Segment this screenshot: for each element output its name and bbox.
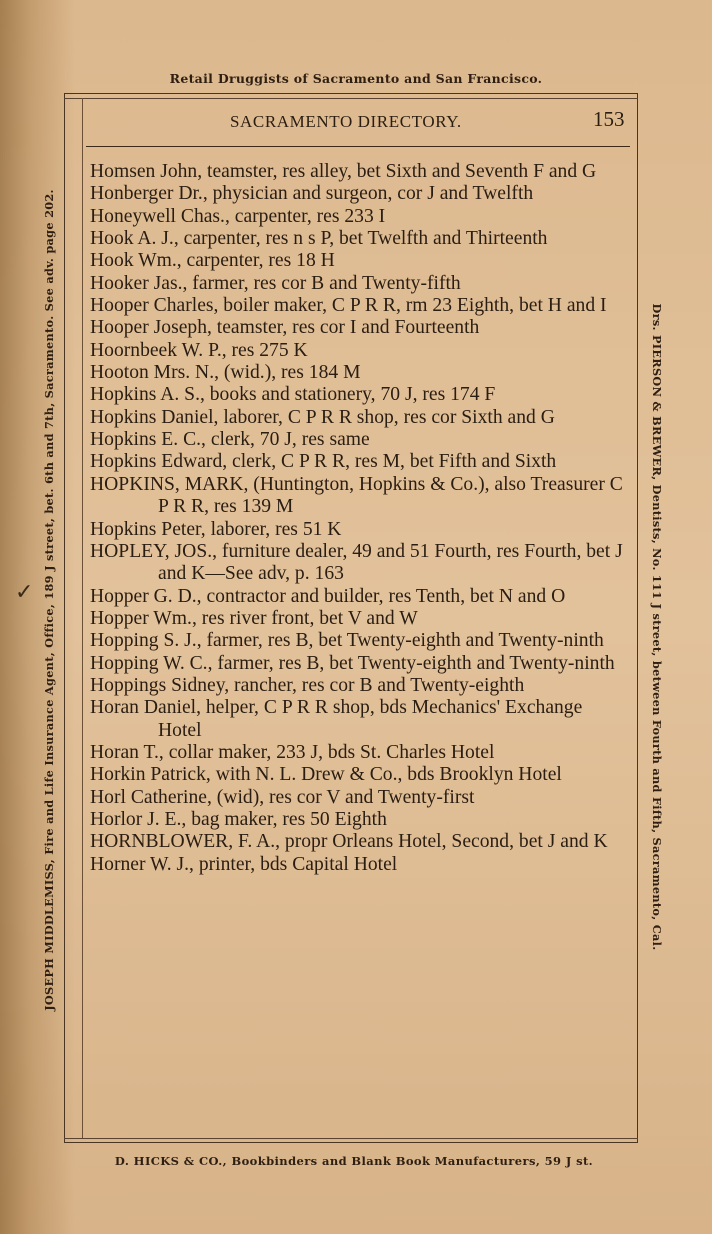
directory-entry: Hopping S. J., farmer, res B, bet Twenty-eighth and Twenty-ninth: [90, 630, 604, 652]
directory-entry: Horl Catherine, (wid), res cor V and Twenty-first: [90, 786, 475, 808]
directory-entry: Honeywell Chas., carpenter, res 233 I: [90, 205, 386, 227]
directory-entry: Hoppings Sidney, rancher, res cor B and Twenty-eighth: [90, 674, 525, 696]
directory-entries: [90, 161, 626, 876]
left-margin-advertisement: JOSEPH MIDDLEMISS, Fire and Life Insurance Agent, Office, 189 J street, bet. 6th and 7th, Sacramento. See adv. page 202.: [42, 189, 56, 1011]
directory-entry: Hopper Wm., res river front, bet V and W: [90, 607, 418, 629]
directory-entry: Hooton Mrs. N., (wid.), res 184 M: [90, 362, 361, 384]
directory-entry: Horlor J. E., bag maker, res 50 Eighth: [90, 808, 387, 830]
directory-entry: Horan T., collar maker, 233 J, bds St. Charles Hotel: [90, 741, 495, 763]
directory-entry: Hooker Jas., farmer, res cor B and Twenty-fifth: [90, 272, 461, 294]
page-number: 153: [593, 107, 625, 131]
directory-entry: Hopkins Peter, laborer, res 51 K: [90, 518, 342, 540]
directory-entry: Hopkins Daniel, laborer, C P R R shop, res cor Sixth and G: [90, 406, 555, 428]
directory-entry: Hopkins A. S., books and stationery, 70 J, res 174 F: [90, 384, 496, 406]
directory-entry: Homsen John, teamster, res alley, bet Sixth and Seventh F and G: [90, 161, 597, 182]
directory-entry: Hoornbeek W. P., res 275 K: [90, 339, 308, 361]
directory-entry: Hooper Joseph, teamster, res cor I and Fourteenth: [90, 317, 480, 339]
directory-entry: Hopkins E. C., clerk, 70 J, res same: [90, 429, 370, 451]
header-advertisement: Retail Druggists of Sacramento and San Francisco.: [169, 71, 543, 86]
frame-inner-bottom-rule: [64, 1138, 638, 1139]
directory-entry: Honberger Dr., physician and surgeon, cor J and Twelfth: [90, 183, 534, 205]
directory-entry: HOPKINS, MARK, (Huntington, Hopkins & Co.), also Treasurer C P R R, res 139 M: [90, 473, 623, 518]
directory-entry: Hopper G. D., contractor and builder, res Tenth, bet N and O: [90, 585, 566, 607]
right-margin-advertisement: Drs. PIERSON & BREWER, Dentists, No. 111 J street, between Fourth and Fifth, Sacramento, Cal.: [650, 303, 664, 951]
directory-entry: Hooper Charles, boiler maker, C P R R, rm 23 Eighth, bet H and I: [90, 295, 607, 317]
directory-entry: Hopping W. C., farmer, res B, bet Twenty-eighth and Twenty-ninth: [90, 652, 615, 674]
directory-entry: Horan Daniel, helper, C P R R shop, bds Mechanics' Exchange Hotel: [90, 697, 583, 741]
handwritten-check-mark: ✓: [15, 580, 34, 605]
directory-entry: Horkin Patrick, with N. L. Drew & Co., bds Brooklyn Hotel: [90, 764, 562, 786]
directory-entry: Hook A. J., carpenter, res n s P, bet Twelfth and Thirteenth: [90, 228, 548, 250]
directory-entry: Hopkins Edward, clerk, C P R R, res M, bet Fifth and Sixth: [90, 451, 557, 473]
directory-entry: HOPLEY, JOS., furniture dealer, 49 and 51 Fourth, res Fourth, bet J and K—See adv, p. 163: [90, 540, 623, 585]
running-head: SACRAMENTO DIRECTORY.: [230, 112, 462, 131]
footer-advertisement: D. HICKS & CO., Bookbinders and Blank Book Manufacturers, 59 J st.: [114, 1154, 594, 1168]
directory-entry: Hook Wm., carpenter, res 18 H: [90, 250, 335, 272]
frame-inner-top-rule: [64, 98, 638, 99]
running-head-rule: [86, 146, 630, 147]
frame-inner-left-rule: [82, 98, 83, 1138]
directory-entry: Horner W. J., printer, bds Capital Hotel: [90, 853, 398, 875]
directory-entry: HORNBLOWER, F. A., propr Orleans Hotel, Second, bet J and K: [90, 831, 608, 853]
